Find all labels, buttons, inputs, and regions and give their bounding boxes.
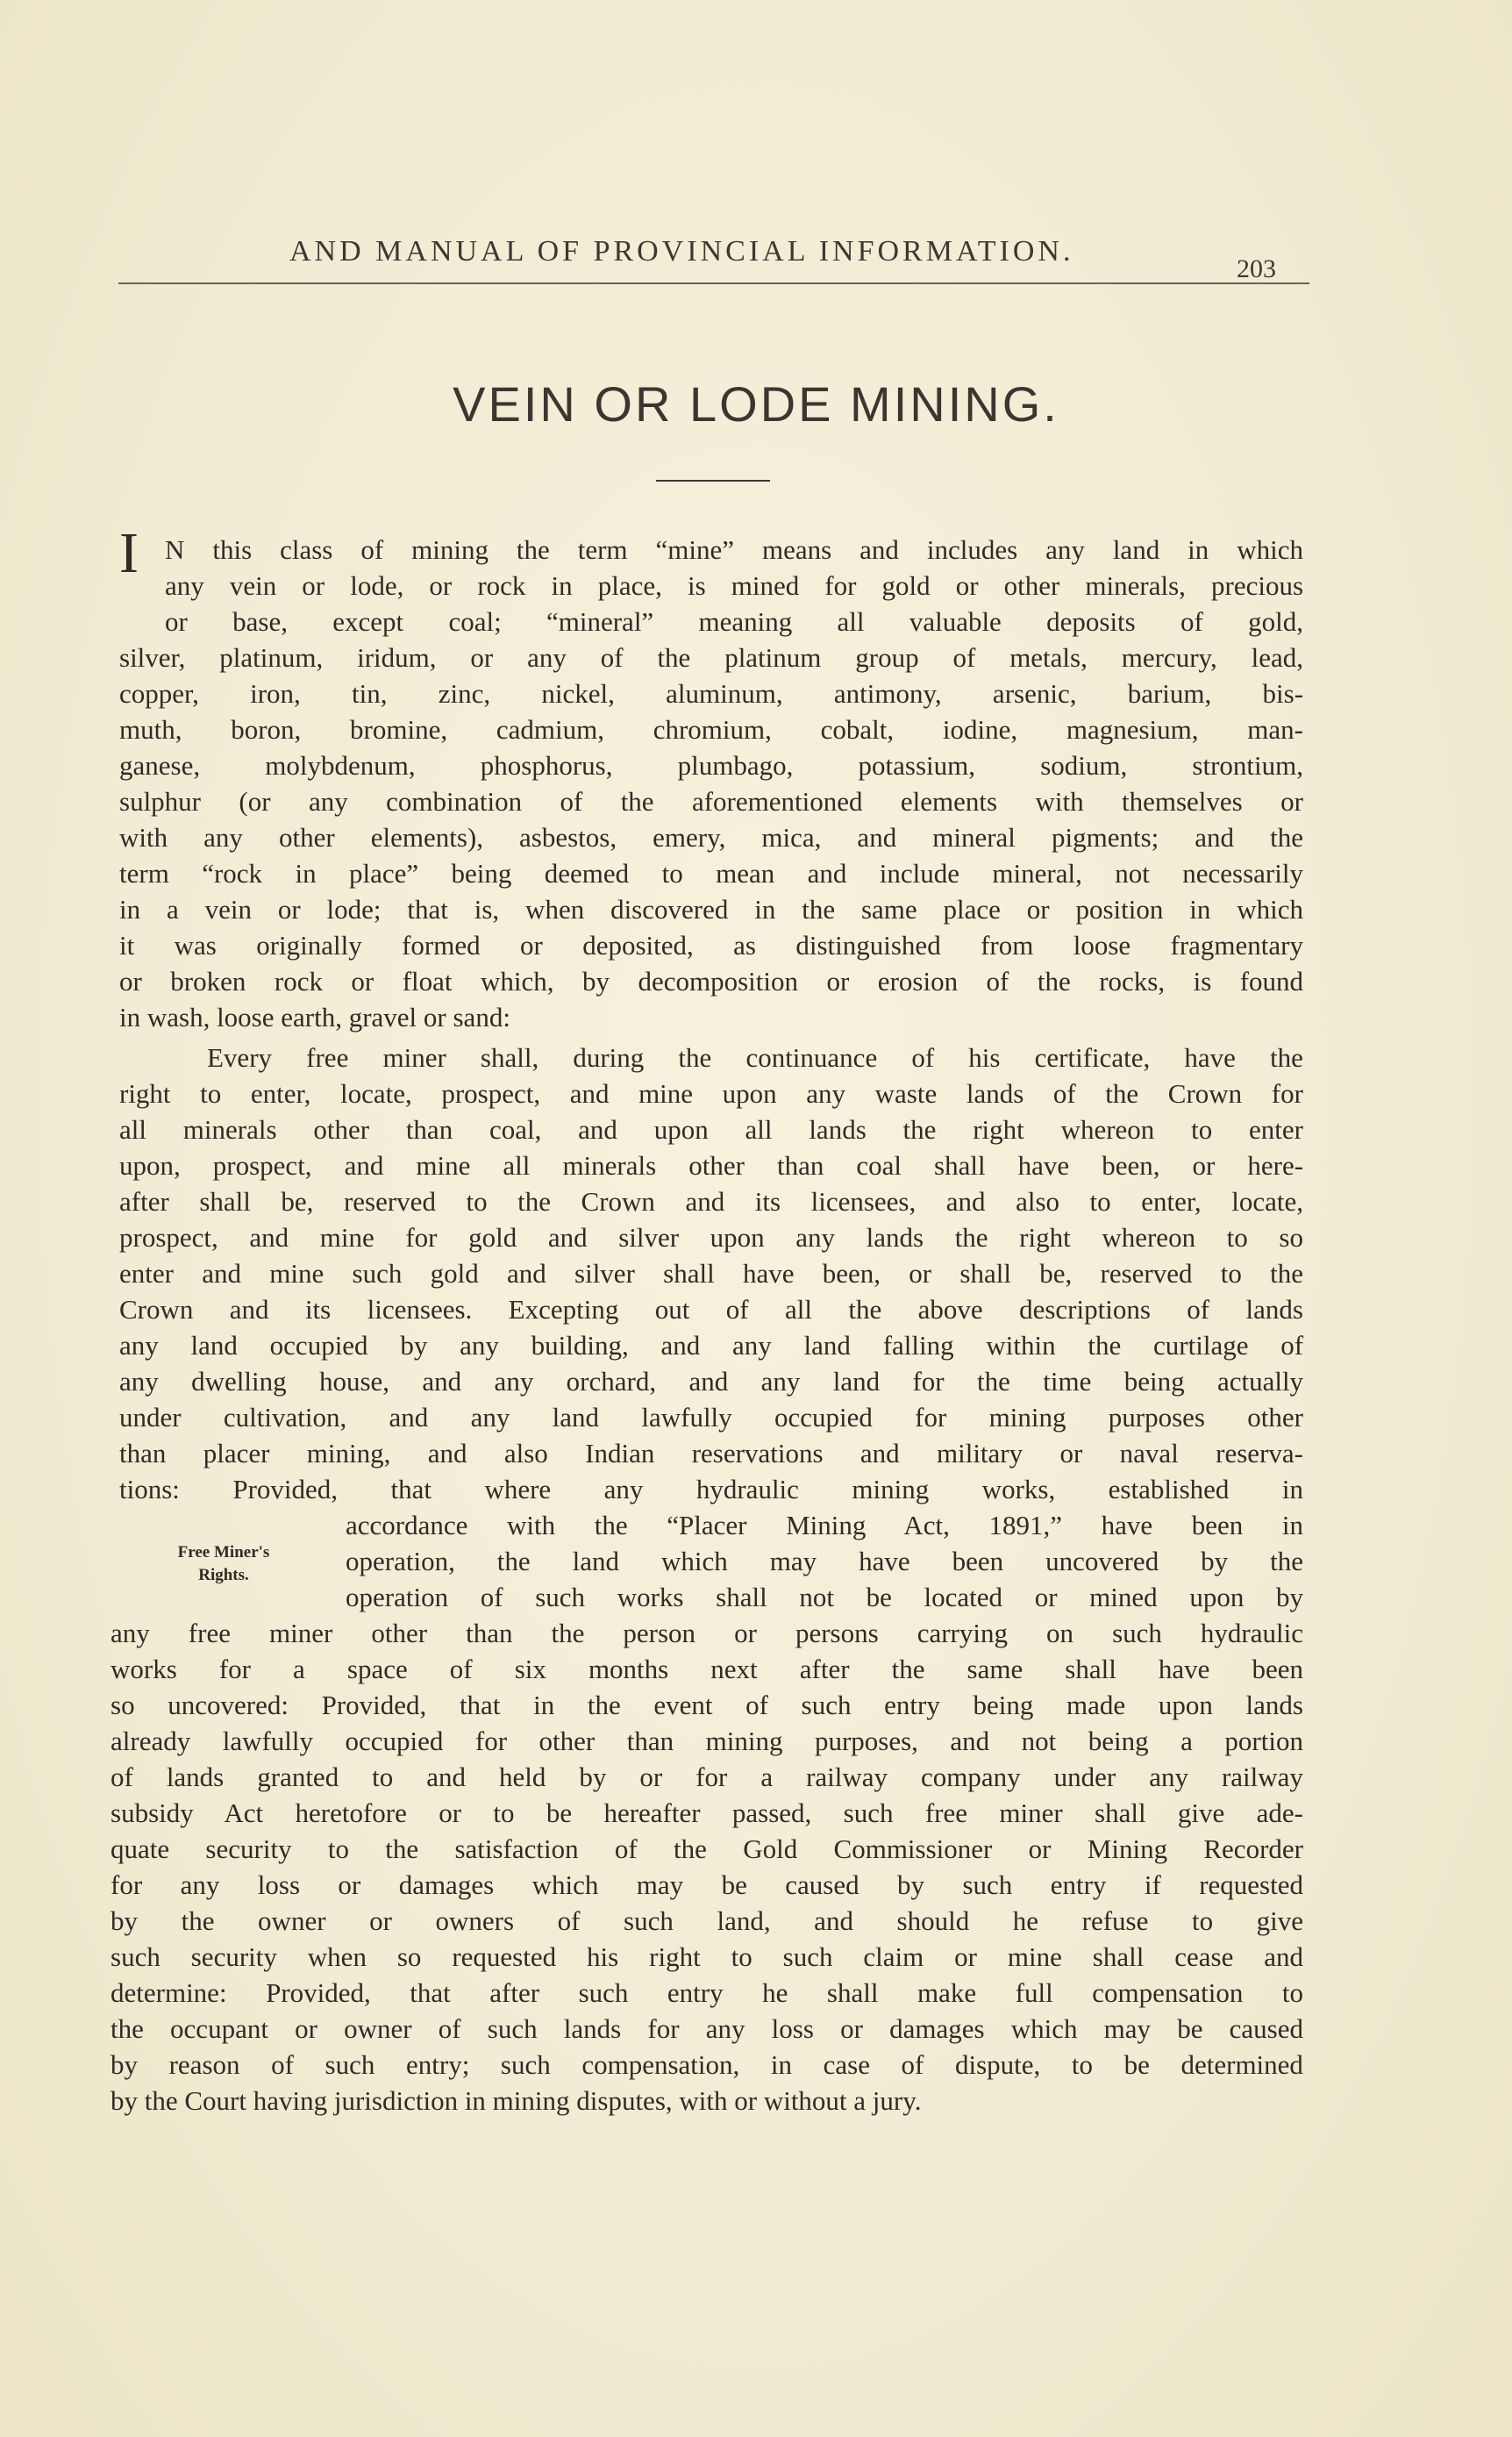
drop-cap: I: [119, 521, 139, 585]
text-line: copper, iron, tin, zinc, nickel, aluminum, antimony, arsenic, barium, bis-: [119, 678, 1304, 709]
text-line: operation of such works shall not be located or mined upon by: [346, 1582, 1303, 1612]
text-line: for any loss or damages which may be caused by such entry if requested: [111, 1869, 1303, 1900]
text-line: determine: Provided, that after such entry he shall make full compensation to: [111, 1977, 1304, 2008]
text-line: or broken rock or float which, by decomposition or erosion of the rocks, is found: [119, 966, 1304, 997]
margin-note-line: Rights.: [198, 1566, 249, 1584]
text-line: muth, boron, bromine, cadmium, chromium, cobalt, iodine, magnesium, man-: [119, 714, 1303, 745]
text-line: N this class of mining the term “mine” means and includes any land in which: [165, 534, 1303, 565]
text-line: already lawfully occupied for other than mining purposes, and not being a portion: [111, 1726, 1303, 1756]
text-line: subsidy Act heretofore or to be hereafter passed, such free miner shall give ade-: [111, 1797, 1303, 1828]
text-line: of lands granted to and held by or for a railway company under any railway: [111, 1762, 1303, 1792]
text-line: any dwelling house, and any orchard, and any land for the time being actually: [119, 1366, 1304, 1397]
text-line: it was originally formed or deposited, as distinguished from loose fragmentary: [119, 930, 1303, 961]
text-line: after shall be, reserved to the Crown and its licensees, and also to enter, locate,: [119, 1186, 1303, 1217]
text-line: upon, prospect, and mine all minerals other than coal shall have been, or here-: [119, 1150, 1304, 1181]
text-line: works for a space of six months next after the same shall have been: [111, 1654, 1304, 1684]
text-line: in wash, loose earth, gravel or sand:: [119, 1002, 510, 1033]
text-line: ganese, molybdenum, phosphorus, plumbago, potassium, sodium, strontium,: [119, 750, 1303, 781]
text-line: by the Court having jurisdiction in mining disputes, with or without a jury.: [111, 2085, 922, 2116]
text-line: right to enter, locate, prospect, and mine upon any waste lands of the Crown for: [119, 1078, 1303, 1109]
title-rule: [656, 480, 770, 482]
running-head: AND MANUAL OF PROVINCIAL INFORMATION.: [289, 235, 1074, 268]
text-line: under cultivation, and any land lawfully occupied for mining purposes other: [119, 1402, 1303, 1433]
text-line: by reason of such entry; such compensation, in case of dispute, to be determined: [111, 2049, 1303, 2080]
text-line: so uncovered: Provided, that in the event of such entry being made upon lands: [111, 1690, 1303, 1720]
text-line: the occupant or owner of such lands for any loss or damages which may be caused: [111, 2013, 1303, 2044]
text-line: quate security to the satisfaction of the Gold Commissioner or Mining Recorder: [111, 1833, 1303, 1864]
text-line: by the owner or owners of such land, and should he refuse to give: [111, 1905, 1304, 1936]
text-line: in a vein or lode; that is, when discovered in the same place or position in which: [119, 894, 1303, 925]
text-line: any land occupied by any building, and any land falling within the curtilage of: [119, 1330, 1304, 1361]
text-line: such security when so requested his right to such claim or mine shall cease and: [111, 1941, 1304, 1972]
margin-note-line: Free Miner's: [177, 1543, 270, 1562]
text-line: accordance with the “Placer Mining Act, 1891,” have been in: [346, 1510, 1303, 1540]
text-line: tions: Provided, that where any hydraulic mining works, established in: [119, 1474, 1303, 1504]
text-line: than placer mining, and also Indian reservations and military or naval reserva-: [119, 1438, 1303, 1469]
text-line: any vein or lode, or rock in place, is mined for gold or other minerals, precious: [165, 570, 1304, 601]
text-line: with any other elements), asbestos, emery, mica, and mineral pigments; and the: [119, 822, 1303, 853]
text-line: prospect, and mine for gold and silver upon any lands the right whereon to so: [119, 1222, 1303, 1253]
page-number: 203: [1237, 254, 1276, 283]
text-line: any free miner other than the person or persons carrying on such hydraulic: [111, 1618, 1304, 1648]
text-line: Crown and its licensees. Excepting out of all the above descriptions of lands: [119, 1294, 1303, 1325]
text-line: sulphur (or any combination of the aforementioned elements with themselves or: [119, 786, 1303, 817]
text-line: all minerals other than coal, and upon all lands the right whereon to enter: [119, 1114, 1303, 1145]
text-line: silver, platinum, iridum, or any of the platinum group of metals, mercury, lead,: [119, 642, 1304, 673]
text-line: Every free miner shall, during the continuance of his certificate, have the: [207, 1042, 1303, 1073]
text-line: enter and mine such gold and silver shall have been, or shall be, reserved to the: [119, 1258, 1304, 1289]
margin-note: [158, 1541, 289, 1587]
text-line: term “rock in place” being deemed to mean and include mineral, not necessarily: [119, 858, 1303, 889]
header-rule: [118, 282, 1309, 284]
text-line: or base, except coal; “mineral” meaning all valuable deposits of gold,: [165, 606, 1304, 637]
section-title: VEIN OR LODE MINING.: [453, 376, 1059, 432]
text-line: operation, the land which may have been uncovered by the: [346, 1546, 1304, 1576]
